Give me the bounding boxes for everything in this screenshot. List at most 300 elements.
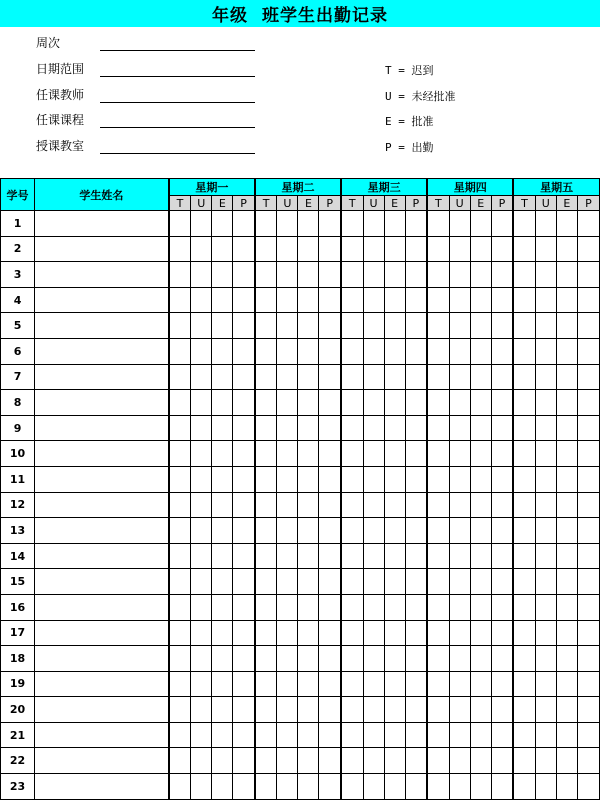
attendance-cell[interactable] xyxy=(405,211,427,237)
attendance-cell[interactable] xyxy=(319,722,341,748)
attendance-cell[interactable] xyxy=(341,236,363,262)
attendance-cell[interactable] xyxy=(212,338,233,364)
attendance-cell[interactable] xyxy=(233,594,255,620)
field-line-teacher[interactable] xyxy=(100,102,255,103)
attendance-cell[interactable] xyxy=(277,671,298,697)
attendance-cell[interactable] xyxy=(212,492,233,518)
attendance-cell[interactable] xyxy=(491,646,513,672)
attendance-cell[interactable] xyxy=(405,518,427,544)
attendance-cell[interactable] xyxy=(191,338,212,364)
attendance-cell[interactable] xyxy=(341,441,363,467)
student-name-cell[interactable] xyxy=(35,671,169,697)
attendance-cell[interactable] xyxy=(427,364,449,390)
attendance-cell[interactable] xyxy=(191,364,212,390)
attendance-cell[interactable] xyxy=(491,441,513,467)
attendance-cell[interactable] xyxy=(577,236,599,262)
attendance-cell[interactable] xyxy=(255,671,277,697)
attendance-cell[interactable] xyxy=(319,748,341,774)
attendance-cell[interactable] xyxy=(363,492,384,518)
attendance-cell[interactable] xyxy=(191,262,212,288)
attendance-cell[interactable] xyxy=(255,569,277,595)
attendance-cell[interactable] xyxy=(319,569,341,595)
attendance-cell[interactable] xyxy=(405,543,427,569)
attendance-cell[interactable] xyxy=(470,313,491,339)
attendance-cell[interactable] xyxy=(191,415,212,441)
attendance-cell[interactable] xyxy=(556,338,577,364)
attendance-cell[interactable] xyxy=(341,492,363,518)
attendance-cell[interactable] xyxy=(363,620,384,646)
attendance-cell[interactable] xyxy=(384,287,405,313)
attendance-cell[interactable] xyxy=(556,569,577,595)
attendance-cell[interactable] xyxy=(255,646,277,672)
attendance-cell[interactable] xyxy=(169,594,191,620)
attendance-cell[interactable] xyxy=(577,466,599,492)
attendance-cell[interactable] xyxy=(277,594,298,620)
attendance-cell[interactable] xyxy=(255,518,277,544)
attendance-cell[interactable] xyxy=(427,390,449,416)
attendance-cell[interactable] xyxy=(169,697,191,723)
attendance-cell[interactable] xyxy=(212,466,233,492)
attendance-cell[interactable] xyxy=(556,594,577,620)
attendance-cell[interactable] xyxy=(277,697,298,723)
attendance-cell[interactable] xyxy=(169,646,191,672)
attendance-cell[interactable] xyxy=(212,262,233,288)
attendance-cell[interactable] xyxy=(491,697,513,723)
attendance-cell[interactable] xyxy=(363,364,384,390)
attendance-cell[interactable] xyxy=(556,518,577,544)
attendance-cell[interactable] xyxy=(233,415,255,441)
attendance-cell[interactable] xyxy=(319,518,341,544)
attendance-cell[interactable] xyxy=(427,262,449,288)
attendance-cell[interactable] xyxy=(577,518,599,544)
attendance-cell[interactable] xyxy=(298,748,319,774)
attendance-cell[interactable] xyxy=(513,313,535,339)
attendance-cell[interactable] xyxy=(449,313,470,339)
attendance-cell[interactable] xyxy=(191,646,212,672)
field-line-week[interactable] xyxy=(100,50,255,51)
attendance-cell[interactable] xyxy=(191,466,212,492)
attendance-cell[interactable] xyxy=(491,594,513,620)
attendance-cell[interactable] xyxy=(363,594,384,620)
attendance-cell[interactable] xyxy=(363,287,384,313)
attendance-cell[interactable] xyxy=(535,262,556,288)
attendance-cell[interactable] xyxy=(298,518,319,544)
attendance-cell[interactable] xyxy=(427,518,449,544)
attendance-cell[interactable] xyxy=(449,211,470,237)
attendance-cell[interactable] xyxy=(405,466,427,492)
attendance-cell[interactable] xyxy=(277,338,298,364)
attendance-cell[interactable] xyxy=(427,671,449,697)
attendance-cell[interactable] xyxy=(535,364,556,390)
attendance-cell[interactable] xyxy=(363,722,384,748)
attendance-cell[interactable] xyxy=(169,364,191,390)
attendance-cell[interactable] xyxy=(535,697,556,723)
attendance-cell[interactable] xyxy=(470,697,491,723)
attendance-cell[interactable] xyxy=(298,236,319,262)
attendance-cell[interactable] xyxy=(255,620,277,646)
attendance-cell[interactable] xyxy=(255,543,277,569)
attendance-cell[interactable] xyxy=(169,543,191,569)
attendance-cell[interactable] xyxy=(298,287,319,313)
attendance-cell[interactable] xyxy=(491,287,513,313)
attendance-cell[interactable] xyxy=(556,697,577,723)
attendance-cell[interactable] xyxy=(491,236,513,262)
attendance-cell[interactable] xyxy=(277,518,298,544)
attendance-cell[interactable] xyxy=(470,415,491,441)
attendance-cell[interactable] xyxy=(212,620,233,646)
attendance-cell[interactable] xyxy=(169,774,191,800)
attendance-cell[interactable] xyxy=(169,262,191,288)
attendance-cell[interactable] xyxy=(212,671,233,697)
attendance-cell[interactable] xyxy=(191,492,212,518)
student-name-cell[interactable] xyxy=(35,313,169,339)
attendance-cell[interactable] xyxy=(449,236,470,262)
attendance-cell[interactable] xyxy=(319,313,341,339)
attendance-cell[interactable] xyxy=(169,492,191,518)
attendance-cell[interactable] xyxy=(255,441,277,467)
attendance-cell[interactable] xyxy=(191,211,212,237)
attendance-cell[interactable] xyxy=(169,338,191,364)
student-name-cell[interactable] xyxy=(35,364,169,390)
attendance-cell[interactable] xyxy=(491,338,513,364)
attendance-cell[interactable] xyxy=(577,646,599,672)
attendance-cell[interactable] xyxy=(384,697,405,723)
attendance-cell[interactable] xyxy=(341,697,363,723)
attendance-cell[interactable] xyxy=(233,518,255,544)
attendance-cell[interactable] xyxy=(212,441,233,467)
attendance-cell[interactable] xyxy=(556,441,577,467)
attendance-cell[interactable] xyxy=(556,415,577,441)
student-name-cell[interactable] xyxy=(35,774,169,800)
attendance-cell[interactable] xyxy=(341,415,363,441)
attendance-cell[interactable] xyxy=(470,748,491,774)
attendance-cell[interactable] xyxy=(470,338,491,364)
attendance-cell[interactable] xyxy=(449,646,470,672)
attendance-cell[interactable] xyxy=(491,620,513,646)
attendance-cell[interactable] xyxy=(427,748,449,774)
attendance-cell[interactable] xyxy=(577,390,599,416)
attendance-cell[interactable] xyxy=(577,441,599,467)
student-name-cell[interactable] xyxy=(35,492,169,518)
attendance-cell[interactable] xyxy=(341,313,363,339)
attendance-cell[interactable] xyxy=(449,594,470,620)
attendance-cell[interactable] xyxy=(212,543,233,569)
attendance-cell[interactable] xyxy=(319,262,341,288)
attendance-cell[interactable] xyxy=(384,748,405,774)
attendance-cell[interactable] xyxy=(298,492,319,518)
attendance-cell[interactable] xyxy=(470,236,491,262)
attendance-cell[interactable] xyxy=(491,390,513,416)
attendance-cell[interactable] xyxy=(535,646,556,672)
attendance-cell[interactable] xyxy=(363,774,384,800)
attendance-cell[interactable] xyxy=(577,594,599,620)
attendance-cell[interactable] xyxy=(470,466,491,492)
attendance-cell[interactable] xyxy=(470,569,491,595)
attendance-cell[interactable] xyxy=(169,671,191,697)
attendance-cell[interactable] xyxy=(191,518,212,544)
attendance-cell[interactable] xyxy=(513,236,535,262)
attendance-cell[interactable] xyxy=(556,211,577,237)
attendance-cell[interactable] xyxy=(277,313,298,339)
attendance-cell[interactable] xyxy=(449,620,470,646)
attendance-cell[interactable] xyxy=(363,338,384,364)
attendance-cell[interactable] xyxy=(470,620,491,646)
attendance-cell[interactable] xyxy=(233,774,255,800)
attendance-cell[interactable] xyxy=(384,774,405,800)
attendance-cell[interactable] xyxy=(513,671,535,697)
student-name-cell[interactable] xyxy=(35,722,169,748)
attendance-cell[interactable] xyxy=(556,620,577,646)
attendance-cell[interactable] xyxy=(363,697,384,723)
attendance-cell[interactable] xyxy=(405,722,427,748)
attendance-cell[interactable] xyxy=(255,415,277,441)
attendance-cell[interactable] xyxy=(556,287,577,313)
attendance-cell[interactable] xyxy=(233,466,255,492)
attendance-cell[interactable] xyxy=(405,492,427,518)
student-name-cell[interactable] xyxy=(35,211,169,237)
attendance-cell[interactable] xyxy=(298,390,319,416)
attendance-cell[interactable] xyxy=(384,211,405,237)
attendance-cell[interactable] xyxy=(341,748,363,774)
attendance-cell[interactable] xyxy=(513,774,535,800)
attendance-cell[interactable] xyxy=(255,313,277,339)
attendance-cell[interactable] xyxy=(212,415,233,441)
student-name-cell[interactable] xyxy=(35,518,169,544)
attendance-cell[interactable] xyxy=(341,262,363,288)
attendance-cell[interactable] xyxy=(427,287,449,313)
attendance-cell[interactable] xyxy=(556,774,577,800)
student-name-cell[interactable] xyxy=(35,415,169,441)
attendance-cell[interactable] xyxy=(535,748,556,774)
attendance-cell[interactable] xyxy=(233,236,255,262)
attendance-cell[interactable] xyxy=(405,646,427,672)
attendance-cell[interactable] xyxy=(255,262,277,288)
attendance-cell[interactable] xyxy=(277,569,298,595)
attendance-cell[interactable] xyxy=(427,338,449,364)
attendance-cell[interactable] xyxy=(449,722,470,748)
attendance-cell[interactable] xyxy=(513,543,535,569)
attendance-cell[interactable] xyxy=(470,671,491,697)
attendance-cell[interactable] xyxy=(212,364,233,390)
attendance-cell[interactable] xyxy=(535,287,556,313)
attendance-cell[interactable] xyxy=(212,697,233,723)
attendance-cell[interactable] xyxy=(491,466,513,492)
attendance-cell[interactable] xyxy=(341,543,363,569)
student-name-cell[interactable] xyxy=(35,646,169,672)
attendance-cell[interactable] xyxy=(384,620,405,646)
attendance-cell[interactable] xyxy=(405,441,427,467)
attendance-cell[interactable] xyxy=(255,774,277,800)
attendance-cell[interactable] xyxy=(298,543,319,569)
attendance-cell[interactable] xyxy=(427,620,449,646)
attendance-cell[interactable] xyxy=(427,569,449,595)
attendance-cell[interactable] xyxy=(255,287,277,313)
attendance-cell[interactable] xyxy=(212,211,233,237)
attendance-cell[interactable] xyxy=(277,364,298,390)
attendance-cell[interactable] xyxy=(277,646,298,672)
student-name-cell[interactable] xyxy=(35,390,169,416)
attendance-cell[interactable] xyxy=(384,671,405,697)
attendance-cell[interactable] xyxy=(191,390,212,416)
attendance-cell[interactable] xyxy=(384,338,405,364)
attendance-cell[interactable] xyxy=(513,646,535,672)
attendance-cell[interactable] xyxy=(212,390,233,416)
attendance-cell[interactable] xyxy=(577,364,599,390)
attendance-cell[interactable] xyxy=(470,492,491,518)
attendance-cell[interactable] xyxy=(427,697,449,723)
student-name-cell[interactable] xyxy=(35,748,169,774)
attendance-cell[interactable] xyxy=(491,262,513,288)
attendance-cell[interactable] xyxy=(470,722,491,748)
attendance-cell[interactable] xyxy=(384,364,405,390)
student-name-cell[interactable] xyxy=(35,594,169,620)
attendance-cell[interactable] xyxy=(384,236,405,262)
attendance-cell[interactable] xyxy=(427,466,449,492)
attendance-cell[interactable] xyxy=(535,236,556,262)
attendance-cell[interactable] xyxy=(577,774,599,800)
attendance-cell[interactable] xyxy=(319,594,341,620)
attendance-cell[interactable] xyxy=(233,492,255,518)
attendance-cell[interactable] xyxy=(169,441,191,467)
attendance-cell[interactable] xyxy=(405,620,427,646)
attendance-cell[interactable] xyxy=(363,466,384,492)
attendance-cell[interactable] xyxy=(169,211,191,237)
attendance-cell[interactable] xyxy=(427,441,449,467)
attendance-cell[interactable] xyxy=(535,313,556,339)
attendance-cell[interactable] xyxy=(319,441,341,467)
attendance-cell[interactable] xyxy=(427,722,449,748)
attendance-cell[interactable] xyxy=(577,569,599,595)
attendance-cell[interactable] xyxy=(298,364,319,390)
attendance-cell[interactable] xyxy=(363,236,384,262)
attendance-cell[interactable] xyxy=(341,594,363,620)
attendance-cell[interactable] xyxy=(341,671,363,697)
attendance-cell[interactable] xyxy=(341,774,363,800)
attendance-cell[interactable] xyxy=(449,671,470,697)
attendance-cell[interactable] xyxy=(169,313,191,339)
attendance-cell[interactable] xyxy=(363,646,384,672)
student-name-cell[interactable] xyxy=(35,262,169,288)
attendance-cell[interactable] xyxy=(405,236,427,262)
attendance-cell[interactable] xyxy=(363,543,384,569)
attendance-cell[interactable] xyxy=(169,748,191,774)
attendance-cell[interactable] xyxy=(341,518,363,544)
student-name-cell[interactable] xyxy=(35,338,169,364)
attendance-cell[interactable] xyxy=(513,441,535,467)
attendance-cell[interactable] xyxy=(255,466,277,492)
attendance-cell[interactable] xyxy=(169,287,191,313)
attendance-cell[interactable] xyxy=(535,722,556,748)
attendance-cell[interactable] xyxy=(341,569,363,595)
attendance-cell[interactable] xyxy=(577,671,599,697)
attendance-cell[interactable] xyxy=(405,262,427,288)
attendance-cell[interactable] xyxy=(341,364,363,390)
attendance-cell[interactable] xyxy=(513,492,535,518)
attendance-cell[interactable] xyxy=(405,313,427,339)
attendance-cell[interactable] xyxy=(169,390,191,416)
attendance-cell[interactable] xyxy=(255,338,277,364)
attendance-cell[interactable] xyxy=(319,466,341,492)
attendance-cell[interactable] xyxy=(491,364,513,390)
attendance-cell[interactable] xyxy=(577,620,599,646)
attendance-cell[interactable] xyxy=(233,338,255,364)
attendance-cell[interactable] xyxy=(191,594,212,620)
attendance-cell[interactable] xyxy=(449,518,470,544)
attendance-cell[interactable] xyxy=(384,441,405,467)
attendance-cell[interactable] xyxy=(233,543,255,569)
attendance-cell[interactable] xyxy=(577,492,599,518)
attendance-cell[interactable] xyxy=(491,313,513,339)
attendance-cell[interactable] xyxy=(255,722,277,748)
attendance-cell[interactable] xyxy=(513,518,535,544)
attendance-cell[interactable] xyxy=(363,569,384,595)
attendance-cell[interactable] xyxy=(298,774,319,800)
attendance-cell[interactable] xyxy=(556,236,577,262)
attendance-cell[interactable] xyxy=(191,774,212,800)
attendance-cell[interactable] xyxy=(341,390,363,416)
attendance-cell[interactable] xyxy=(470,211,491,237)
attendance-cell[interactable] xyxy=(319,543,341,569)
attendance-cell[interactable] xyxy=(341,646,363,672)
attendance-cell[interactable] xyxy=(384,543,405,569)
attendance-cell[interactable] xyxy=(556,390,577,416)
attendance-cell[interactable] xyxy=(405,364,427,390)
attendance-cell[interactable] xyxy=(212,569,233,595)
attendance-cell[interactable] xyxy=(191,313,212,339)
attendance-cell[interactable] xyxy=(470,287,491,313)
attendance-cell[interactable] xyxy=(535,594,556,620)
attendance-cell[interactable] xyxy=(191,236,212,262)
attendance-cell[interactable] xyxy=(513,569,535,595)
attendance-cell[interactable] xyxy=(513,620,535,646)
student-name-cell[interactable] xyxy=(35,620,169,646)
student-name-cell[interactable] xyxy=(35,569,169,595)
attendance-cell[interactable] xyxy=(535,441,556,467)
attendance-cell[interactable] xyxy=(384,390,405,416)
attendance-cell[interactable] xyxy=(298,338,319,364)
attendance-cell[interactable] xyxy=(427,492,449,518)
attendance-cell[interactable] xyxy=(298,441,319,467)
attendance-cell[interactable] xyxy=(212,313,233,339)
attendance-cell[interactable] xyxy=(449,287,470,313)
attendance-cell[interactable] xyxy=(277,748,298,774)
attendance-cell[interactable] xyxy=(233,364,255,390)
attendance-cell[interactable] xyxy=(298,466,319,492)
attendance-cell[interactable] xyxy=(513,390,535,416)
attendance-cell[interactable] xyxy=(535,338,556,364)
attendance-cell[interactable] xyxy=(556,722,577,748)
attendance-cell[interactable] xyxy=(191,287,212,313)
attendance-cell[interactable] xyxy=(233,569,255,595)
attendance-cell[interactable] xyxy=(491,748,513,774)
attendance-cell[interactable] xyxy=(233,697,255,723)
attendance-cell[interactable] xyxy=(405,569,427,595)
attendance-cell[interactable] xyxy=(363,441,384,467)
attendance-cell[interactable] xyxy=(233,211,255,237)
attendance-cell[interactable] xyxy=(233,313,255,339)
attendance-cell[interactable] xyxy=(577,722,599,748)
attendance-cell[interactable] xyxy=(277,543,298,569)
attendance-cell[interactable] xyxy=(491,543,513,569)
attendance-cell[interactable] xyxy=(255,697,277,723)
attendance-cell[interactable] xyxy=(255,594,277,620)
attendance-cell[interactable] xyxy=(535,543,556,569)
attendance-cell[interactable] xyxy=(298,594,319,620)
attendance-cell[interactable] xyxy=(427,594,449,620)
attendance-cell[interactable] xyxy=(449,697,470,723)
attendance-cell[interactable] xyxy=(535,569,556,595)
field-line-date-range[interactable] xyxy=(100,76,255,77)
